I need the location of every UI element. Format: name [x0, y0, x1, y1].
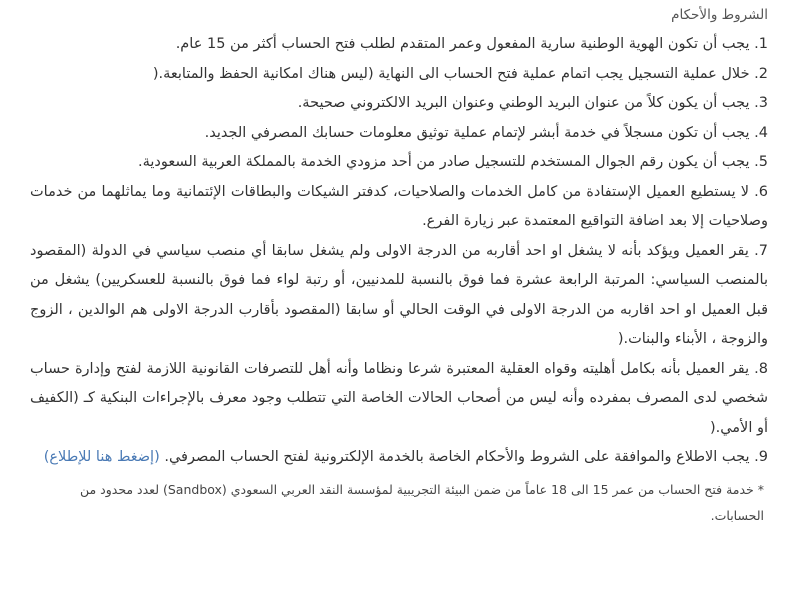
- term-text: يقر العميل ويؤكد بأنه لا يشغل او احد أقاربه من الدرجة الاولى ولم يشغل سابقا أي منصب سياسي في الدولة (المقصود بالمنصب السياسي: المرتبة الرابعة عشرة فما فوق بالنسبة للمدنيين، أو رتبة لواء فما فوق بالنسبة للعسكريين) يشغل من قبل العميل او احد اقاربه من الدرجة الاولى في الوقت الحالي أو سابقا (المقصود بأقارب الدرجة الاولى هم الوالدين ، الزوج والزوجة ، الأبناء والبنات.(: [30, 242, 768, 347]
- term-number: 8.: [754, 360, 769, 377]
- term-item-2: [30, 60, 768, 90]
- term-text: لا يستطيع العميل الإستفادة من كامل الخدمات والصلاحيات، كدفتر الشيكات والبطاقات الإئتمانية وما يماثلهما من خدمات وصلاحيات إلا بعد اضافة التواقيع المعتمدة عبر زيارة الفرع.: [30, 183, 768, 229]
- term-text: يجب أن تكون مسجلاً في خدمة أبشر لإتمام عملية توثيق معلومات حسابك المصرفي الجديد.: [204, 124, 750, 141]
- term-item-5: [30, 148, 768, 178]
- sandbox-note: * خدمة فتح الحساب من عمر 15 الى 18 عاماً من ضمن البيئة التجريبية لمؤسسة النقد العربي السعودي (Sandbox) لعدد محدود من الحسابات.: [79, 481, 764, 523]
- term-number: 9.: [754, 449, 768, 465]
- term-number: 5.: [754, 154, 768, 170]
- term-text: يجب الاطلاع والموافقة على الشروط والأحكام الخاصة بالخدمة الإلكترونية لفتح الحساب المصرفي.: [164, 449, 750, 465]
- term-text: خلال عملية التسجيل يجب اتمام عملية فتح الحساب الى النهاية (ليس هناك امكانية الحفظ والمتابعة.(: [152, 65, 750, 82]
- view-terms-link[interactable]: (إضغط هنا للإطلاع): [43, 449, 160, 465]
- term-item-9: [30, 443, 768, 473]
- terms-list: [30, 30, 768, 473]
- term-item-8: [30, 355, 768, 444]
- term-text: يجب أن يكون كلاً من عنوان البريد الوطني وعنوان البريد الالكتروني صحيحة.: [297, 95, 750, 111]
- term-number: 6.: [754, 183, 769, 200]
- term-text: يجب أن تكون الهوية الوطنية سارية المفعول وعمر المتقدم لطلب فتح الحساب أكثر من 15 عام.: [175, 36, 750, 52]
- term-text: يقر العميل بأنه بكامل أهليته وقواه العقلية المعتبرة شرعا ونظاما وأنه أهل للتصرفات القانونية اللازمة لفتح وإدارة حساب شخصي لدى المصرف بمفرده وأنه ليس من أصحاب الحالات الخاصة التي تتطلب وجود معرف بالإجراءات البنكية كـ (الكفيف أو الأمي.(: [30, 360, 768, 436]
- term-number: 4.: [754, 124, 768, 141]
- term-number: 2.: [754, 65, 768, 82]
- term-item-6: [30, 178, 768, 237]
- term-item-3: [30, 89, 768, 119]
- term-item-1: [30, 30, 768, 60]
- term-item-4: [30, 119, 768, 149]
- page-title: الشروط والأحكام: [671, 7, 768, 23]
- term-item-7: [30, 237, 768, 355]
- term-number: 3.: [754, 95, 768, 111]
- term-number: 7.: [754, 242, 769, 259]
- term-number: 1.: [754, 36, 768, 52]
- term-text: يجب أن يكون رقم الجوال المستخدم للتسجيل صادر من أحد مزودي الخدمة بالمملكة العربية السعودية.: [138, 154, 750, 170]
